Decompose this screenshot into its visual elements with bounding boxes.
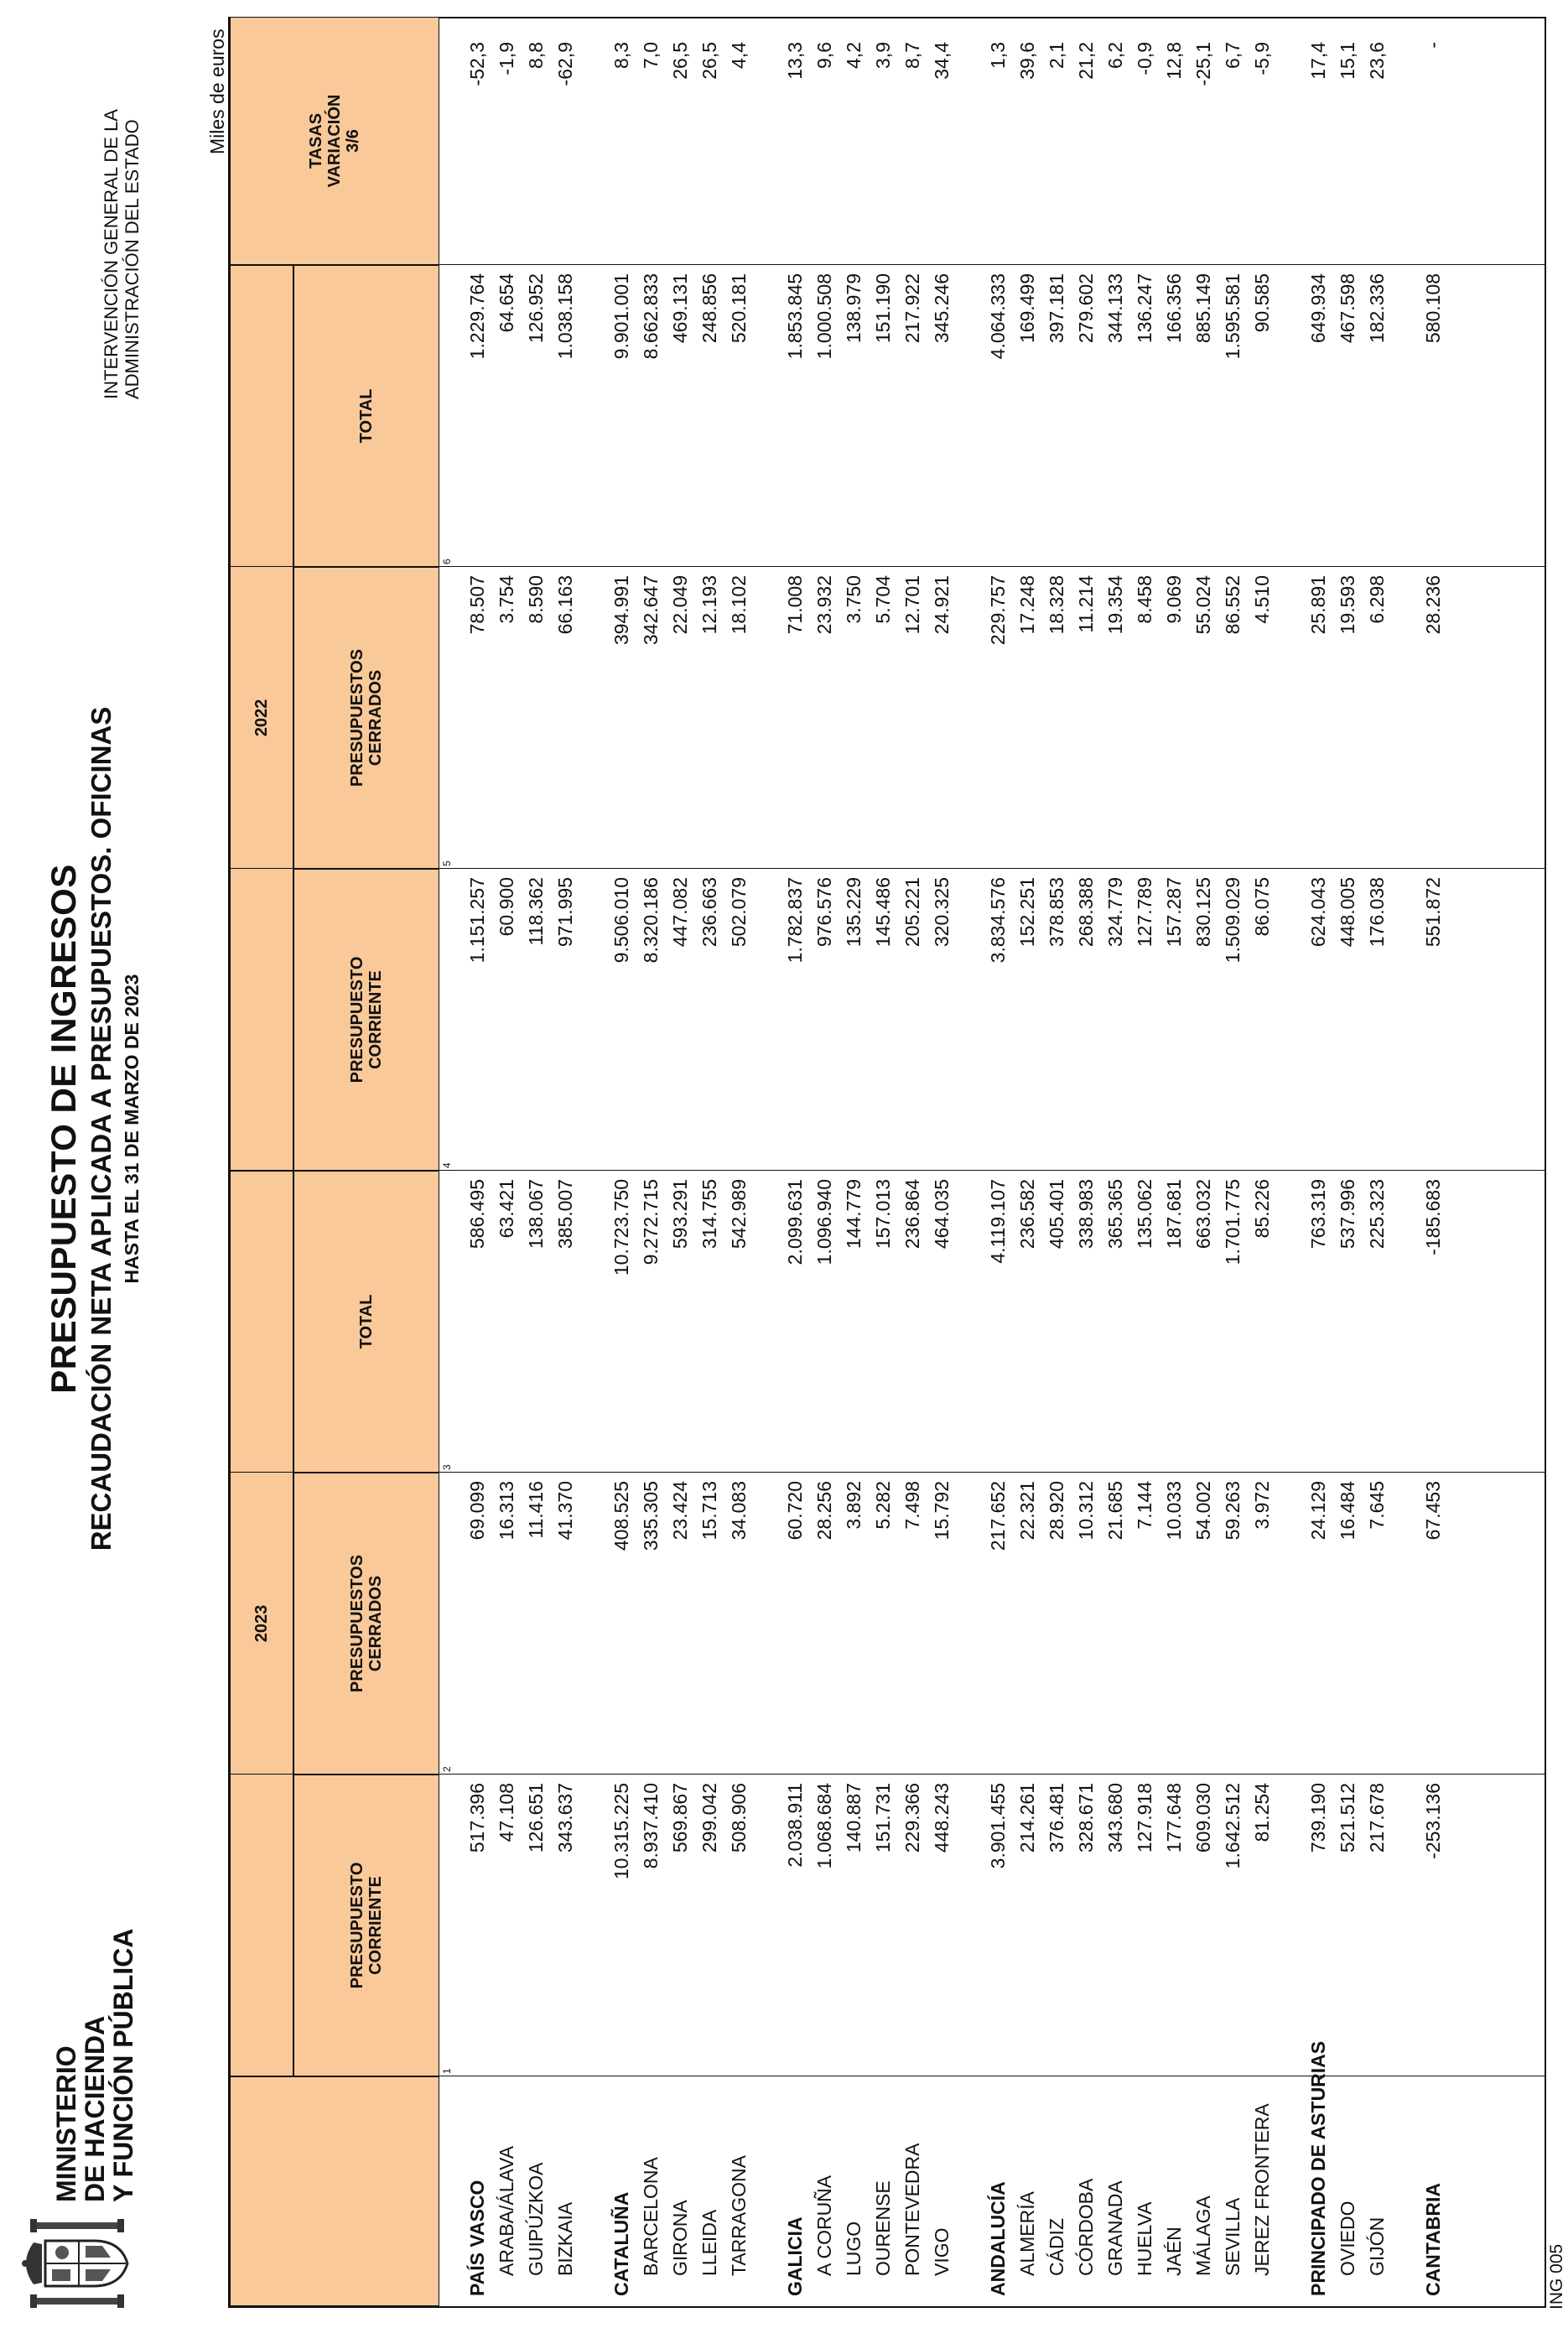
cell-col3: 2.099.631 — [784, 1179, 806, 1265]
cell-col4: 378.853 — [1046, 877, 1067, 948]
col5-header — [293, 567, 439, 869]
cell-col7: -5,9 — [1251, 42, 1273, 75]
cell-col5: 18.102 — [728, 575, 750, 635]
cell-col3: 144.779 — [843, 1179, 864, 1250]
cell-col7: 7,0 — [640, 42, 662, 69]
cell-col3: 236.864 — [901, 1179, 923, 1250]
tasas-header — [230, 17, 439, 265]
cell-col7: -1,9 — [496, 42, 517, 75]
cell-col2: 16.484 — [1337, 1481, 1358, 1541]
cell-col6: 166.356 — [1163, 273, 1185, 344]
cell-col2: 7.498 — [901, 1481, 923, 1530]
col-number-4: 4 — [441, 1162, 453, 1168]
cell-col3: -185.683 — [1422, 1179, 1444, 1255]
cell-col2: 69.099 — [466, 1481, 488, 1541]
cell-col5: 66.163 — [554, 575, 576, 635]
cell-col5: 4.510 — [1251, 575, 1273, 624]
cell-col4: 135.229 — [843, 877, 864, 948]
cell-col2: 59.263 — [1222, 1481, 1243, 1541]
cell-col7: 9,6 — [813, 42, 835, 69]
tasas-label: TASAS VARIACIÓN 3/6 — [307, 94, 362, 188]
cell-col2: 3.972 — [1251, 1481, 1273, 1530]
cell-col1: 229.366 — [901, 1783, 923, 1853]
cell-col4: 60.900 — [496, 877, 517, 937]
cell-col4: 118.362 — [525, 877, 547, 946]
cell-col7: -52,3 — [466, 42, 488, 86]
cell-col4: 8.320.186 — [640, 877, 662, 964]
office-label: ARABA/ÁLAVA — [496, 2145, 517, 2276]
cell-col2: 41.370 — [554, 1481, 576, 1541]
cell-col6: 126.952 — [525, 273, 547, 344]
office-label: LUGO — [843, 2221, 864, 2276]
cell-col6: 279.602 — [1075, 273, 1097, 344]
cell-col7: 2,1 — [1046, 42, 1067, 69]
cell-col4: 830.125 — [1192, 877, 1214, 948]
cell-col1: 517.396 — [466, 1783, 488, 1853]
cell-col5: 78.507 — [466, 575, 488, 635]
cell-col5: 8.590 — [525, 575, 547, 624]
cell-col7: 12,8 — [1163, 42, 1185, 80]
cell-col7: 17,4 — [1307, 42, 1329, 80]
cell-col1: 3.901.455 — [987, 1783, 1009, 1869]
cell-col1: 343.637 — [554, 1783, 576, 1853]
cell-col6: 1.595.581 — [1222, 273, 1243, 360]
cell-col3: 338.983 — [1075, 1179, 1097, 1250]
cell-col3: 763.319 — [1307, 1179, 1329, 1250]
col2-header — [293, 1473, 439, 1775]
cell-col1: 739.190 — [1307, 1783, 1329, 1853]
cell-col5: 12.193 — [698, 575, 720, 635]
cell-col3: 1.701.775 — [1222, 1179, 1243, 1265]
cell-col1: 609.030 — [1192, 1783, 1214, 1853]
cell-col5: 17.248 — [1016, 575, 1038, 635]
office-label: MÁLAGA — [1192, 2195, 1214, 2276]
report-titles — [44, 684, 143, 1573]
cell-col7: 6,7 — [1222, 42, 1243, 69]
office-label: TARRAGONA — [728, 2155, 750, 2276]
cell-col7: 8,3 — [610, 42, 632, 69]
cell-col5: 394.991 — [610, 575, 632, 646]
cell-col3: 236.582 — [1016, 1179, 1038, 1250]
cell-col4: 976.576 — [813, 877, 835, 948]
cell-col7: 34,4 — [931, 42, 953, 80]
cell-col5: 22.049 — [669, 575, 691, 635]
cell-col3: 385.007 — [554, 1179, 576, 1250]
cell-col3: 85.226 — [1251, 1179, 1273, 1239]
office-label: PONTEVEDRA — [901, 2143, 923, 2276]
cell-col7: 23,6 — [1366, 42, 1388, 80]
cell-col7: 15,1 — [1337, 42, 1358, 80]
cell-col6: 1.038.158 — [554, 273, 576, 360]
cell-col6: 344.133 — [1104, 273, 1126, 344]
cell-col7: 4,4 — [728, 42, 750, 69]
cell-col3: 542.989 — [728, 1179, 750, 1250]
cell-col2: 16.313 — [496, 1481, 517, 1541]
office-label: GIRONA — [669, 2200, 691, 2276]
cell-col6: 397.181 — [1046, 273, 1067, 344]
cell-col6: 580.108 — [1422, 273, 1444, 344]
cell-col7: 6,2 — [1104, 42, 1126, 69]
cell-col2: 60.720 — [784, 1481, 806, 1541]
cell-col1: 376.481 — [1046, 1783, 1067, 1853]
cell-col6: 469.131 — [669, 273, 691, 344]
group-label: ANDALUCÍA — [987, 2181, 1009, 2296]
col5-label: PRESUPUESTOS CERRADOS — [348, 648, 385, 787]
cell-col1: 127.918 — [1134, 1783, 1155, 1853]
cell-col7: 1,3 — [987, 42, 1009, 69]
col2-label: PRESUPUESTOS CERRADOS — [348, 1554, 385, 1693]
group-label: CANTABRIA — [1422, 2182, 1444, 2296]
cell-col4: 176.038 — [1366, 877, 1388, 948]
cell-col1: 81.254 — [1251, 1783, 1273, 1842]
office-label: OVIEDO — [1337, 2201, 1358, 2276]
column-rule — [230, 566, 1545, 567]
col4-header — [293, 869, 439, 1171]
cell-col4: 3.834.576 — [987, 877, 1009, 964]
cell-col3: 663.032 — [1192, 1179, 1214, 1250]
cell-col6: 4.064.333 — [987, 273, 1009, 360]
cell-col3: 63.421 — [496, 1179, 517, 1239]
cell-col2: 54.002 — [1192, 1481, 1214, 1541]
column-rule — [230, 1170, 1545, 1171]
cell-col3: 405.401 — [1046, 1179, 1067, 1250]
cell-col4: 324.779 — [1104, 877, 1126, 948]
cell-col1: 508.906 — [728, 1783, 750, 1853]
cell-col2: 10.312 — [1075, 1481, 1097, 1541]
cell-col5: 19.354 — [1104, 575, 1126, 635]
col-number-3: 3 — [441, 1464, 453, 1470]
col-number-5: 5 — [441, 860, 453, 866]
cell-col3: 537.996 — [1337, 1179, 1358, 1250]
cell-col7: -62,9 — [554, 42, 576, 86]
office-label: GRANADA — [1104, 2180, 1126, 2276]
cell-col1: 177.648 — [1163, 1783, 1185, 1853]
cell-col1: 521.512 — [1337, 1783, 1358, 1853]
agency-line-1: INTERVENCIÓN GENERAL DE LA — [101, 109, 122, 399]
cell-col1: -253.136 — [1422, 1783, 1444, 1859]
cell-col3: 135.062 — [1134, 1179, 1155, 1250]
cell-col5: 55.024 — [1192, 575, 1214, 635]
cell-col1: 1.642.512 — [1222, 1783, 1243, 1869]
cell-col1: 214.261 — [1016, 1783, 1038, 1853]
cell-col5: 3.750 — [843, 575, 864, 624]
cell-col3: 187.681 — [1163, 1179, 1185, 1250]
column-rule — [230, 1774, 1545, 1775]
cell-col5: 18.328 — [1046, 575, 1067, 635]
cell-col7: -0,9 — [1134, 42, 1155, 75]
units-label: Miles de euros — [206, 29, 228, 154]
year-2023-label: 2023 — [252, 1604, 271, 1643]
cell-col2: 15.713 — [698, 1481, 720, 1541]
cell-col5: 28.236 — [1422, 575, 1444, 635]
column-rule — [230, 264, 1545, 265]
cell-col6: 8.662.833 — [640, 273, 662, 360]
cell-col2: 408.525 — [610, 1481, 632, 1551]
cell-col1: 126.651 — [525, 1783, 547, 1853]
cell-col7: 13,3 — [784, 42, 806, 80]
coat-of-arms-icon — [18, 2217, 132, 2310]
cell-col4: 152.251 — [1016, 877, 1038, 948]
cell-col7: 3,9 — [872, 42, 894, 69]
col3-label: TOTAL — [357, 1294, 376, 1349]
cell-col7: 26,5 — [698, 42, 720, 80]
office-label: SEVILLA — [1222, 2197, 1243, 2276]
cell-col7: 39,6 — [1016, 42, 1038, 80]
cell-col6: 136.247 — [1134, 273, 1155, 344]
cell-col5: 229.757 — [987, 575, 1009, 646]
cell-col1: 569.867 — [669, 1783, 691, 1853]
col3-header — [293, 1171, 439, 1473]
office-label: BIZKAIA — [554, 2201, 576, 2276]
cell-col4: 1.509.029 — [1222, 877, 1243, 964]
cell-col6: 345.246 — [931, 273, 953, 344]
cell-col5: 24.921 — [931, 575, 953, 635]
cell-col1: 299.042 — [698, 1783, 720, 1853]
cell-col5: 19.593 — [1337, 575, 1358, 635]
cell-col7: 26,5 — [669, 42, 691, 80]
report-title: PRESUPUESTO DE INGRESOS — [44, 864, 83, 1394]
cell-col3: 586.495 — [466, 1179, 488, 1250]
cell-col6: 1.229.764 — [466, 273, 488, 360]
cell-col2: 5.282 — [872, 1481, 894, 1530]
cell-col2: 15.792 — [931, 1481, 953, 1541]
cell-col6: 182.336 — [1366, 273, 1388, 344]
group-label: PRINCIPADO DE ASTURIAS — [1307, 2040, 1329, 2296]
office-label: HUELVA — [1134, 2201, 1155, 2276]
cell-col2: 21.685 — [1104, 1481, 1126, 1541]
cell-col7: -25,1 — [1192, 42, 1214, 86]
cell-col2: 24.129 — [1307, 1481, 1329, 1541]
cell-col6: 1.000.508 — [813, 273, 835, 360]
cell-col4: 447.082 — [669, 877, 691, 948]
col1-header — [293, 1775, 439, 2076]
col6-header — [293, 265, 439, 567]
column-rule — [230, 868, 1545, 869]
cell-col6: 9.901.001 — [610, 273, 632, 360]
cell-col1: 151.731 — [872, 1783, 894, 1853]
cell-col6: 169.499 — [1016, 273, 1038, 344]
ministry-line-1: MINISTERIO — [51, 2045, 81, 2202]
cell-col6: 138.979 — [843, 273, 864, 344]
cell-col2: 34.083 — [728, 1481, 750, 1541]
cell-col7: 8,8 — [525, 42, 547, 69]
cell-col5: 3.754 — [496, 575, 517, 624]
column-rule — [230, 1472, 1545, 1473]
cell-col4: 145.486 — [872, 877, 894, 948]
cell-col5: 86.552 — [1222, 575, 1243, 635]
region-header-cell — [230, 2076, 439, 2306]
cell-col4: 1.151.257 — [466, 877, 488, 964]
cell-col1: 217.678 — [1366, 1783, 1388, 1853]
cell-col4: 1.782.837 — [784, 877, 806, 964]
cell-col4: 448.005 — [1337, 877, 1358, 948]
cell-col6: 248.856 — [698, 273, 720, 344]
office-label: LLEIDA — [698, 2209, 720, 2276]
office-label: GUIPÚZKOA — [525, 2162, 547, 2276]
ministry-name — [52, 1928, 138, 2202]
cell-col5: 11.214 — [1075, 575, 1097, 633]
col6-label: TOTAL — [357, 388, 376, 444]
group-label: CATALUÑA — [610, 2191, 632, 2296]
cell-col1: 343.680 — [1104, 1783, 1126, 1853]
agency-name — [101, 109, 143, 399]
cell-col1: 328.671 — [1075, 1783, 1097, 1853]
col1-label: PRESUPUESTO CORRIENTE — [348, 1862, 385, 1989]
ministry-line-2: DE HACIENDA — [80, 2015, 110, 2202]
office-label: ALMERÍA — [1016, 2191, 1038, 2276]
cell-col4: 268.388 — [1075, 877, 1097, 948]
cell-col6: 151.190 — [872, 273, 894, 344]
col-number-2: 2 — [441, 1766, 453, 1772]
cell-col1: 1.068.684 — [813, 1783, 835, 1869]
cell-col4: 320.325 — [931, 877, 953, 948]
cell-col3: 1.096.940 — [813, 1179, 835, 1265]
office-label: CÁDIZ — [1046, 2218, 1067, 2276]
cell-col4: 86.075 — [1251, 877, 1273, 937]
col-number-6: 6 — [441, 559, 453, 564]
cell-col4: 9.506.010 — [610, 877, 632, 964]
cell-col4: 205.221 — [901, 877, 923, 948]
office-label: JEREZ FRONTERA — [1251, 2103, 1273, 2276]
year-2022-label: 2022 — [252, 699, 271, 737]
cell-col2: 67.453 — [1422, 1481, 1444, 1541]
office-label: GIJÓN — [1366, 2216, 1388, 2276]
cell-col4: 624.043 — [1307, 877, 1329, 948]
cell-col5: 23.932 — [813, 575, 835, 635]
cell-col3: 365.365 — [1104, 1179, 1126, 1250]
cell-col6: 90.585 — [1251, 273, 1273, 333]
cell-col2: 28.920 — [1046, 1481, 1067, 1541]
cell-col1: 8.937.410 — [640, 1783, 662, 1869]
cell-col1: 2.038.911 — [784, 1783, 806, 1868]
cell-col4: 551.872 — [1422, 877, 1444, 948]
cell-col2: 11.416 — [525, 1481, 547, 1539]
cell-col6: 885.149 — [1192, 273, 1214, 344]
cell-col5: 12.701 — [901, 575, 923, 635]
col4-label: PRESUPUESTO CORRIENTE — [348, 956, 385, 1083]
cell-col4: 971.995 — [554, 877, 576, 948]
group-label: GALICIA — [784, 2216, 806, 2296]
cell-col1: 10.315.225 — [610, 1783, 632, 1880]
cell-col6: 64.654 — [496, 273, 517, 333]
form-code: ING 005 — [1547, 2243, 1566, 2310]
office-label: BARCELONA — [640, 2157, 662, 2276]
office-label: VIGO — [931, 2227, 953, 2276]
cell-col3: 464.035 — [931, 1179, 953, 1250]
cell-col6: 649.934 — [1307, 273, 1329, 344]
cell-col6: 1.853.845 — [784, 273, 806, 360]
report-date: HASTA EL 31 DE MARZO DE 2023 — [121, 974, 143, 1284]
cell-col5: 9.069 — [1163, 575, 1185, 624]
year-2022-header — [230, 265, 293, 1171]
revenue-table — [228, 17, 1546, 2308]
cell-col1: 448.243 — [931, 1783, 953, 1853]
cell-col2: 217.652 — [987, 1481, 1009, 1551]
cell-col7: - — [1422, 42, 1444, 49]
cell-col2: 28.256 — [813, 1481, 835, 1541]
cell-col3: 10.723.750 — [610, 1179, 632, 1276]
cell-col5: 342.647 — [640, 575, 662, 646]
cell-col3: 593.291 — [669, 1179, 691, 1250]
cell-col3: 157.013 — [872, 1179, 894, 1250]
year-2023-header — [230, 1171, 293, 2076]
cell-col6: 217.922 — [901, 273, 923, 344]
cell-col4: 157.287 — [1163, 877, 1185, 948]
cell-col5: 25.891 — [1307, 575, 1329, 635]
office-label: OURENSE — [872, 2180, 894, 2276]
cell-col7: 8,7 — [901, 42, 923, 69]
cell-col6: 520.181 — [728, 273, 750, 344]
cell-col4: 236.663 — [698, 877, 720, 948]
cell-col2: 335.305 — [640, 1481, 662, 1551]
office-label: A CORUÑA — [813, 2175, 835, 2276]
cell-col6: 467.598 — [1337, 273, 1358, 344]
cell-col2: 7.144 — [1134, 1481, 1155, 1530]
cell-col7: 21,2 — [1075, 42, 1097, 80]
cell-col3: 138.067 — [525, 1179, 547, 1250]
report-subtitle: RECAUDACIÓN NETA APLICADA A PRESUPUESTOS. OFICINAS — [86, 706, 117, 1551]
cell-col4: 502.079 — [728, 877, 750, 948]
cell-col3: 314.755 — [698, 1179, 720, 1250]
col-number-1: 1 — [441, 2068, 453, 2074]
group-label: PAÍS VASCO — [466, 2180, 488, 2296]
cell-col2: 7.645 — [1366, 1481, 1388, 1530]
office-label: CÓRDOBA — [1075, 2178, 1097, 2276]
cell-col2: 23.424 — [669, 1481, 691, 1541]
cell-col1: 140.887 — [843, 1783, 864, 1853]
cell-col5: 71.008 — [784, 575, 806, 635]
cell-col2: 10.033 — [1163, 1481, 1185, 1541]
cell-col2: 3.892 — [843, 1481, 864, 1530]
cell-col7: 4,2 — [843, 42, 864, 69]
cell-col5: 5.704 — [872, 575, 894, 624]
cell-col3: 225.323 — [1366, 1179, 1388, 1250]
cell-col3: 9.272.715 — [640, 1179, 662, 1265]
cell-col2: 22.321 — [1016, 1481, 1038, 1541]
cell-col5: 8.458 — [1134, 575, 1155, 624]
cell-col1: 47.108 — [496, 1783, 517, 1842]
ministry-line-3: Y FUNCIÓN PÚBLICA — [108, 1928, 138, 2202]
cell-col5: 6.298 — [1366, 575, 1388, 624]
cell-col3: 4.119.107 — [987, 1179, 1009, 1264]
cell-col4: 127.789 — [1134, 877, 1155, 948]
agency-line-2: ADMINISTRACIÓN DEL ESTADO — [122, 119, 143, 399]
office-label: JAÉN — [1163, 2227, 1185, 2276]
